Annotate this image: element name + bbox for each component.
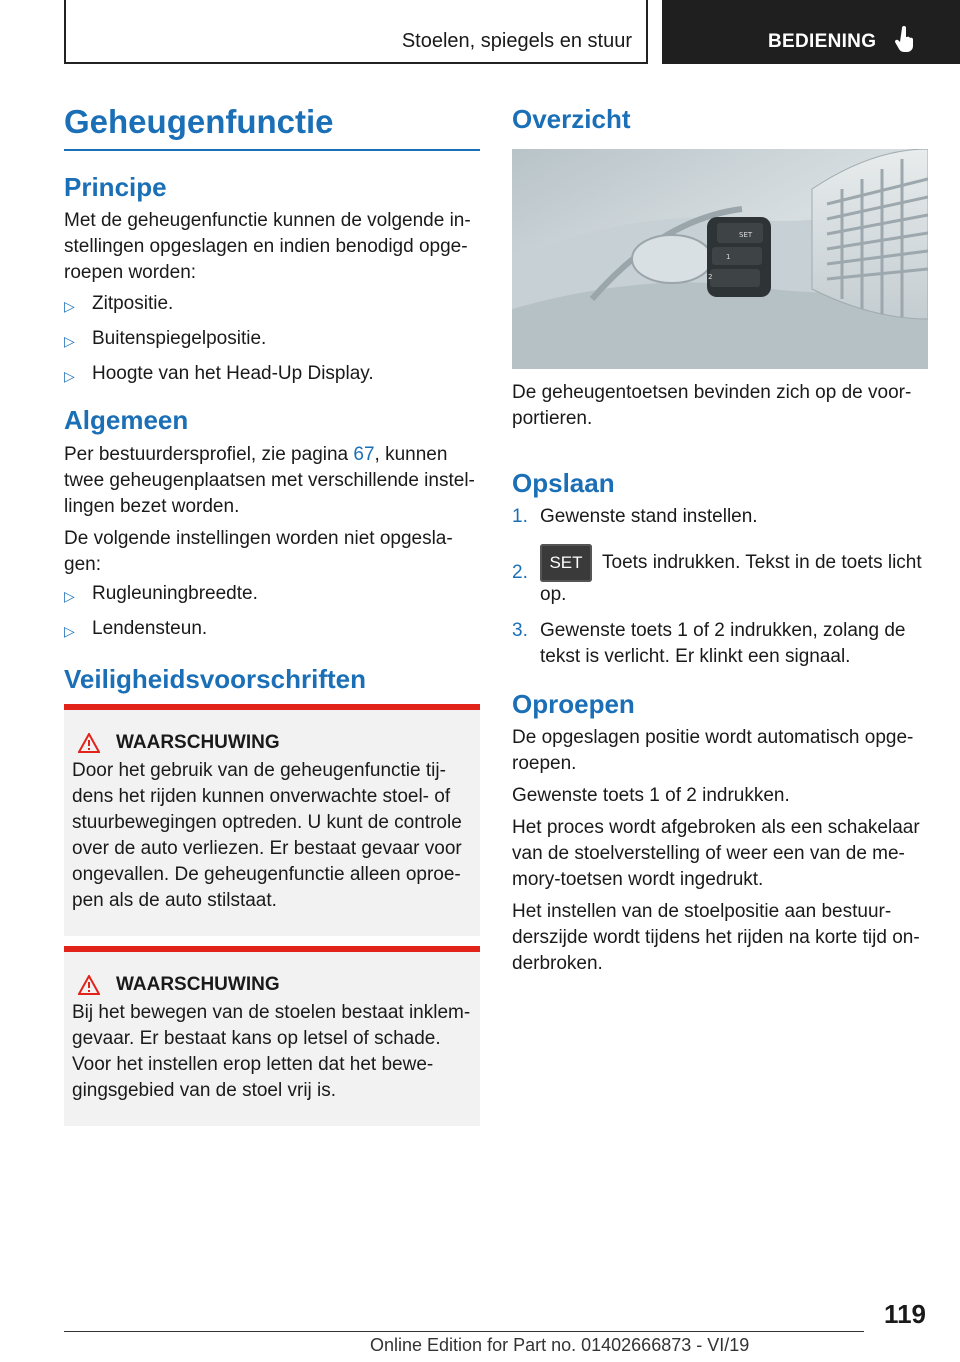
page-number: 119 [884,1299,926,1329]
heading-veiligheid: Veiligheidsvoorschriften [64,664,366,694]
set-button: SET [540,544,592,582]
warning-box [64,704,480,936]
algemeen-text-part: Per bestuurdersprofiel, zie pagina [64,444,354,465]
warning-box [64,946,480,1126]
svg-text:2: 2 [708,273,713,281]
list-item-text: Lendensteun. [92,618,208,639]
algemeen-text2: De volgende instellingen worden niet opgesla-gen: [64,528,453,575]
list-item [64,361,480,389]
algemeen-text [64,442,480,520]
heading-principe: Principe [64,172,167,202]
triangle-bullet-icon: ▷ [64,333,75,349]
warning-title: WAARSCHUWING [116,974,280,995]
list-item [512,618,928,670]
list-item-text: Hoogte van het Head-Up Display. [92,363,374,384]
list-item [64,326,480,354]
list-item [512,504,928,530]
page-title: Geheugenfunctie [64,103,480,151]
step-number: 2. [512,562,528,583]
step-text: Toets indrukken. Tekst in de toets licht op. [540,552,922,605]
warning-header [78,732,472,754]
algemeen-text-part: , kunnen twee geheugenplaatsen met verschillende instel-lingen bezet worden. [64,444,475,517]
door-panel-illustration [512,149,928,369]
heading-algemeen: Algemeen [64,405,189,435]
header-chapter-tab[interactable] [662,0,960,64]
warning-triangle-icon [78,975,100,995]
heading-oproepen: Oproepen [512,689,635,719]
svg-text:1: 1 [726,253,731,261]
step-text: Gewenste stand instellen. [540,506,758,527]
footer-divider [64,1331,864,1332]
header-section-frame [64,0,648,64]
hand-pointer-icon [894,26,916,54]
step-text: Gewenste toets 1 of 2 indrukken, zolang de tekst is verlicht. Er klinkt een signaal. [540,620,906,667]
triangle-bullet-icon: ▷ [64,298,75,314]
list-item-text: Rugleuningbreedte. [92,583,258,604]
paragraph: Het instellen van de stoelpositie aan bestuur-derszijde wordt tijdens het rijden na korte tijd on-derbroken. [512,901,920,974]
principe-bullet-list [64,291,480,389]
paragraph: Het proces wordt afgebroken als een schakelaar van de stoelverstelling of weer een van de me-mory-toetsen wordt ingedrukt. [512,817,920,890]
list-item-text: Buitenspiegelpositie. [92,328,267,349]
warning-text: Bij het bewegen van de stoelen bestaat inklem-gevaar. Er bestaat kans op letsel of schade. Voor het instellen erop letten dat het bewe-gingsgebied van de stoel vrij is. [72,1002,471,1101]
warning-title: WAARSCHUWING [116,732,280,753]
warning-triangle-icon [78,733,100,753]
footer-edition: Online Edition for Part no. 01402666873 - VI/19 [370,1335,750,1355]
triangle-bullet-icon: ▷ [64,368,75,384]
header-section-title: Stoelen, spiegels en stuur [401,30,632,52]
opslaan-steps [512,504,928,670]
paragraph: Gewenste toets 1 of 2 indrukken. [512,785,790,806]
oproepen-text [512,725,928,977]
list-item [64,291,480,319]
header-chapter-label: BEDIENING [768,31,877,52]
step-number: 3. [512,620,528,641]
warning-text: Door het gebruik van de geheugenfunctie tij-dens het rijden kunnen onverwachte stoel- of stuurbewegingen optreden. U kunt de controle over de auto verliezen. Er bestaat gevaar voor ongevallen. De geheugenfunctie alleen oproe-pen als de auto stilstaat. [72,760,462,911]
memory-buttons-photo [512,149,928,369]
step-body [540,544,928,608]
svg-text:SET: SET [739,231,753,239]
step-number: 1. [512,506,528,527]
heading-overzicht: Overzicht [512,104,631,134]
principe-text: Met de geheugenfunctie kunnen de volgende in-stellingen opgeslagen en indien benodigd opge-roepen worden: [64,210,471,283]
triangle-bullet-icon: ▷ [64,623,75,639]
list-item [512,544,928,608]
algemeen-bullet-list [64,581,480,644]
page-link[interactable]: 67 [353,444,375,465]
paragraph: De opgeslagen positie wordt automatisch opge-roepen. [512,727,914,774]
triangle-bullet-icon: ▷ [64,588,75,604]
list-item-text: Zitpositie. [92,293,174,314]
list-item [64,581,480,609]
warning-header [78,974,472,996]
list-item [64,616,480,644]
heading-opslaan: Opslaan [512,468,615,498]
overzicht-caption: De geheugentoetsen bevinden zich op de voor-portieren. [512,382,912,429]
